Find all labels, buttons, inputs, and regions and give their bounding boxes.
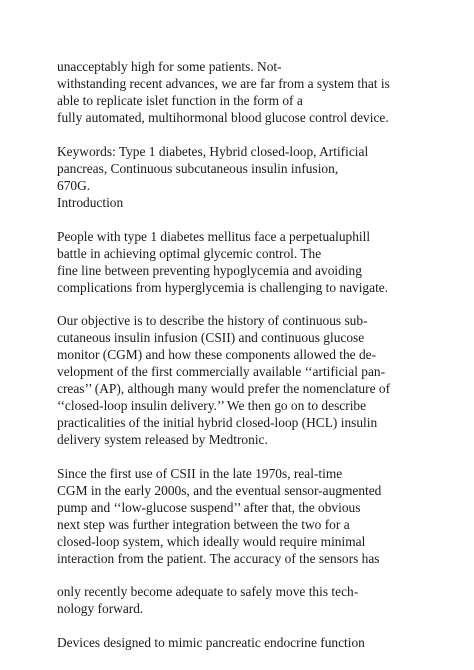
text-line: fully automated, multihormonal blood glucose control device. — [57, 110, 389, 125]
text-line: monitor (CGM) and how these components allowed the de- — [57, 347, 377, 362]
text-line: Our objective is to describe the history of continuous sub- — [57, 313, 368, 328]
text-line: pump and ‘‘low-glucose suspend’’ after that, the obvious — [57, 500, 361, 515]
text-line: nology forward. — [57, 601, 144, 616]
text-line: complications from hyperglycemia is challenging to navigate. — [57, 280, 389, 295]
keywords-line: Keywords: Type 1 diabetes, Hybrid closed-loop, Artificial — [57, 144, 369, 159]
text-line: creas’’ (AP), although many would prefer the nomenclature of — [57, 381, 391, 396]
text-line: unacceptably high for some patients. Not- — [57, 59, 282, 74]
text-line: People with type 1 diabetes mellitus face a perpetualuphill — [57, 229, 371, 244]
text-line: cutaneous insulin infusion (CSII) and continuous glucose — [57, 330, 365, 345]
text-line: ‘‘closed-loop insulin delivery.’’ We then go on to describe — [57, 398, 367, 413]
text-line: velopment of the first commercially available ‘‘artificial pan- — [57, 364, 386, 379]
text-line: fine line between preventing hypoglycemia and avoiding — [57, 263, 362, 278]
text-line: able to replicate islet function in the form of a — [57, 93, 303, 108]
text-line: Devices designed to mimic pancreatic endocrine function — [57, 635, 365, 650]
text-line: interaction from the patient. The accuracy of the sensors has — [57, 551, 380, 566]
text-line: delivery system released by Medtronic. — [57, 432, 268, 447]
text-line: closed-loop system, which ideally would require minimal — [57, 534, 366, 549]
text-line: withstanding recent advances, we are far from a system that is — [57, 76, 390, 91]
text-line: Since the first use of CSII in the late 1970s, real-time — [57, 466, 343, 481]
section-heading: Introduction — [57, 195, 124, 210]
text-line: only recently become adequate to safely move this tech- — [57, 584, 359, 599]
text-line: practicalities of the initial hybrid closed-loop (HCL) insulin — [57, 415, 378, 430]
keywords-line: 670G. — [57, 178, 91, 193]
keywords-line: pancreas, Continuous subcutaneous insulin infusion, — [57, 161, 339, 176]
text-line: CGM in the early 2000s, and the eventual sensor-augmented — [57, 483, 382, 498]
text-line: next step was further integration between the two for a — [57, 517, 350, 532]
text-line: battle in achieving optimal glycemic control. The — [57, 246, 322, 261]
